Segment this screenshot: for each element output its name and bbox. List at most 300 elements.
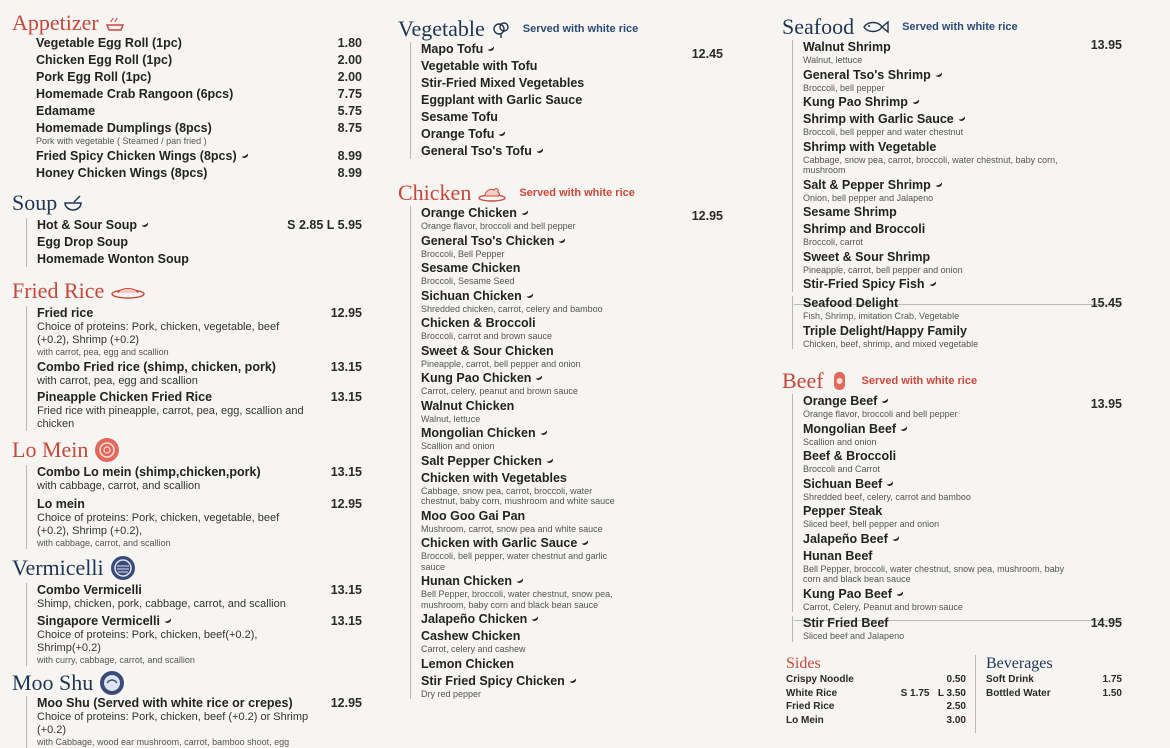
spicy-icon <box>934 68 943 77</box>
spicy-icon <box>163 615 172 624</box>
item-name-text: Sweet & Sour Chicken <box>421 343 554 358</box>
item-price: 15.45 <box>1090 296 1122 310</box>
item-description: Pineapple, carrot, bell pepper and onion <box>803 264 963 275</box>
item-name-text: Eggplant with Garlic Sauce <box>421 93 583 107</box>
menu-item <box>37 497 362 549</box>
item-description: Dry red pepper <box>421 688 482 699</box>
menu-item <box>421 536 673 572</box>
vegetable-price: 12.45 <box>691 47 723 61</box>
vermicelli-bowl-icon <box>110 555 136 581</box>
menu-item <box>421 674 673 700</box>
menu-item <box>421 371 673 397</box>
item-name-text: Pepper Steak <box>803 504 883 518</box>
item-name-text: Fried rice <box>37 306 94 320</box>
item-description: Onion, bell pepper and Jalapeno <box>803 192 934 203</box>
soup-section <box>12 190 362 269</box>
item-name <box>36 53 314 68</box>
item-name-text: Combo Lo mein (shimp,chicken,pork) <box>37 465 261 479</box>
item-name <box>803 549 1074 564</box>
menu-item <box>421 316 673 342</box>
item-name-text: Stir Fried Spicy Chicken <box>421 673 565 688</box>
beef-header <box>782 368 1122 394</box>
menu-item <box>37 465 362 493</box>
item-description: Carrot, celery and cashew <box>421 644 526 654</box>
item-description: Carrot, celery, peanut and brown sauce <box>421 386 578 396</box>
menu-item <box>37 218 362 233</box>
lo-mein-list <box>26 465 362 549</box>
menu-item <box>421 289 673 315</box>
menu-item <box>421 234 673 260</box>
item-name <box>421 629 625 644</box>
appetizer-header <box>12 10 362 36</box>
rice-plate-icon <box>110 281 146 301</box>
item-name <box>421 42 625 57</box>
item-name <box>803 68 1074 83</box>
fish-icon <box>860 17 890 37</box>
item-description: Broccoli and Carrot <box>803 464 881 474</box>
seafood-header <box>782 14 1122 40</box>
item-name <box>421 426 625 441</box>
menu-item <box>421 657 673 672</box>
menu-item <box>36 53 362 68</box>
item-name-text: Kung Pao Chicken <box>421 371 532 385</box>
item-description: Broccoli, bell pepper <box>803 82 885 93</box>
item-name <box>37 360 314 375</box>
item-name <box>803 250 1074 265</box>
item-name-text: Combo Fried rice (shimp, chicken, pork) <box>37 359 276 374</box>
menu-item <box>421 454 673 469</box>
item-price: 13.15 <box>330 614 362 628</box>
item-name <box>421 206 625 221</box>
item-name <box>421 234 625 249</box>
item-name-text: Lemon Chicken <box>421 656 515 671</box>
beef-special-list <box>792 616 1122 642</box>
item-name <box>803 324 1074 339</box>
menu-item <box>803 422 1122 448</box>
item-name <box>421 371 625 386</box>
seafood-special-list <box>792 296 1122 349</box>
beef-section <box>782 368 1122 644</box>
item-name-text: Kung Pao Beef <box>803 586 892 601</box>
spicy-icon <box>568 674 577 683</box>
item-description: Cabbage, snow pea, carrot, broccoli, water chestnut, baby corn, mushroom <box>803 154 1058 175</box>
item-name <box>803 477 1074 492</box>
menu-item <box>421 76 673 91</box>
item-name <box>37 497 314 512</box>
item-name-text: Salt Pepper Chicken <box>421 453 542 468</box>
item-name <box>803 296 1074 311</box>
item-name <box>421 76 625 91</box>
item-name-text: General Tso's Tofu <box>421 144 532 158</box>
item-price: 13.15 <box>330 465 362 479</box>
vegetable-header <box>398 16 733 42</box>
spicy-icon <box>880 395 889 404</box>
small-item-name: Soft Drink <box>986 674 1034 685</box>
appetizer-list <box>26 36 362 181</box>
item-name <box>803 616 1074 631</box>
item-name-text: Egg Drop Soup <box>37 235 128 249</box>
item-name <box>421 674 625 689</box>
item-description: Scallion and onion <box>421 441 495 451</box>
item-name-text: Jalapeño Chicken <box>421 612 528 626</box>
moo-shu-list <box>26 696 362 748</box>
spicy-icon <box>885 477 894 486</box>
item-name <box>421 110 625 125</box>
item-name <box>37 614 314 629</box>
menu-item <box>36 121 362 147</box>
vermicelli-title: Vermicelli <box>12 555 104 580</box>
spicy-icon <box>538 427 547 436</box>
appetizer-section <box>12 10 362 183</box>
item-price: 8.99 <box>337 165 362 180</box>
item-name-text: Combo Vermicelli <box>37 583 142 597</box>
seafood-list <box>792 40 1122 292</box>
menu-item <box>803 504 1122 530</box>
fried-rice-header <box>12 278 362 304</box>
item-name-text: Shrimp with Vegetable <box>803 139 937 154</box>
item-description: Pork with vegetable ( Steamed / pan fried ) <box>36 136 207 146</box>
vegetable-section <box>398 16 733 161</box>
item-name <box>421 316 625 331</box>
item-description: Walnut, lettuce <box>803 55 863 65</box>
item-name-text: Sichuan Beef <box>803 476 883 491</box>
item-name <box>36 166 314 181</box>
menu-item <box>421 93 673 108</box>
item-name <box>421 127 625 142</box>
item-description: Choice of proteins: Pork, chicken, beef (+0.2) or Shrimp (+0.2) <box>37 711 309 736</box>
item-price: 8.75 <box>337 121 362 135</box>
menu-item <box>421 127 673 142</box>
lo-mein-title: Lo Mein <box>12 437 89 462</box>
item-name <box>803 95 1074 110</box>
item-name-text: Pineapple Chicken Fried Rice <box>37 389 213 404</box>
small-item <box>986 687 1122 701</box>
item-description: Shimp, chicken, pork, cabbage, carrot, and scallion <box>37 598 286 610</box>
item-price: 7.75 <box>337 87 362 101</box>
item-name-text: Edamame <box>36 104 96 118</box>
item-name <box>421 144 625 159</box>
item-price: 12.95 <box>330 696 362 710</box>
menu-item <box>803 532 1122 547</box>
item-name <box>421 93 625 108</box>
item-name <box>36 87 314 102</box>
item-name-text: Singapore Vermicelli <box>37 614 160 628</box>
spicy-icon <box>140 219 149 228</box>
small-item-price: 1.50 <box>1102 687 1122 699</box>
item-name-text: Lo mein <box>37 497 85 511</box>
item-name <box>37 696 314 711</box>
item-description: with carrot, pea, egg and scallion <box>37 374 198 387</box>
menu-item <box>421 144 673 159</box>
lo-mein-section <box>12 437 362 553</box>
item-name-text: Kung Pao Shrimp <box>803 95 908 109</box>
menu-item <box>421 629 673 655</box>
item-description: Choice of proteins: Pork, chicken, vegetable, beef (+0.2), Shrimp (+0.2), <box>37 512 280 537</box>
item-name-text: Stir-Fried Mixed Vegetables <box>421 76 585 90</box>
spicy-icon <box>557 234 566 243</box>
item-name <box>421 289 625 304</box>
menu-item <box>803 587 1122 613</box>
menu-item <box>421 261 673 287</box>
item-price: 13.15 <box>330 359 362 374</box>
item-name-text: Chicken with Vegetables <box>421 470 567 485</box>
item-name <box>37 583 314 598</box>
item-name-text: Shrimp with Garlic Sauce <box>803 112 954 126</box>
item-name-text: Hunan Beef <box>803 548 873 563</box>
menu-item <box>421 471 673 507</box>
item-price: 2.00 <box>337 53 362 67</box>
item-name-text: Chicken & Broccoli <box>421 316 536 330</box>
item-name <box>803 587 1074 602</box>
vegetable-note: Served with white rice <box>522 23 639 35</box>
item-name-text: Salt & Pepper Shrimp <box>803 177 931 192</box>
item-name-text: Fried Spicy Chicken Wings (8pcs) <box>36 148 237 163</box>
small-item-name: Bottled Water <box>986 687 1051 699</box>
item-name <box>421 536 625 551</box>
item-name <box>421 612 625 627</box>
menu-column-1 <box>12 0 362 747</box>
item-name <box>421 574 625 589</box>
menu-item <box>421 574 673 610</box>
menu-item <box>37 360 362 388</box>
spicy-icon <box>957 113 966 122</box>
menu-item <box>421 59 673 74</box>
vermicelli-header <box>12 555 362 581</box>
chicken-title: Chicken <box>398 180 472 205</box>
beef-title: Beef <box>782 368 824 393</box>
item-name <box>36 104 314 119</box>
item-price: 12.95 <box>330 497 362 511</box>
item-name-text: Sesame Shrimp <box>803 205 897 219</box>
soup-list <box>26 218 362 267</box>
chicken-header <box>398 180 733 206</box>
item-name-text: Moo Goo Gai Pan <box>421 508 526 523</box>
beverages-list <box>986 673 1122 700</box>
item-name <box>37 218 314 233</box>
menu-item <box>421 42 673 57</box>
item-name-text: Homemade Crab Rangoon (6pcs) <box>36 87 234 101</box>
menu-item <box>37 583 362 611</box>
item-name <box>36 121 314 136</box>
item-description: Broccoli, bell pepper, water chestnut and garlic sauce <box>421 551 608 572</box>
item-name-text: Mongolian Chicken <box>421 426 536 440</box>
item-name-text: Beef & Broccoli <box>803 449 897 463</box>
item-description: Shredded beef, celery, carrot and bamboo <box>803 491 971 502</box>
item-price: 13.15 <box>330 389 362 404</box>
spicy-icon <box>545 454 554 463</box>
item-name <box>36 36 314 51</box>
item-name-text: Homemade Wonton Soup <box>37 252 189 266</box>
menu-item <box>36 166 362 181</box>
steamer-icon <box>105 13 125 33</box>
item-name <box>37 306 314 321</box>
item-name <box>421 344 625 359</box>
small-item-price: S 1.75 L 3.50 <box>900 687 966 699</box>
item-name <box>421 454 625 469</box>
spicy-icon <box>534 372 543 381</box>
menu-item <box>37 614 362 666</box>
menu-item <box>803 222 1122 248</box>
fried-rice-section <box>12 278 362 433</box>
item-name-text: Sweet & Sour Shrimp <box>803 249 931 264</box>
item-name-text: Mongolian Beef <box>803 421 897 436</box>
item-description: Orange flavor, broccoli and bell pepper <box>421 221 576 231</box>
menu-item <box>803 296 1122 322</box>
menu-item <box>803 324 1122 350</box>
vegetable-list <box>410 42 733 159</box>
menu-item <box>36 36 362 51</box>
spicy-icon <box>934 178 943 187</box>
beverages-block <box>986 655 1122 700</box>
item-name-text: General Tso's Chicken <box>421 233 555 248</box>
menu-column-2 <box>398 0 733 738</box>
spicy-icon <box>530 613 539 622</box>
item-description: Chicken, beef, shrimp, and mixed vegetable <box>803 338 979 349</box>
item-description: Pineapple, carrot, bell pepper and onion <box>421 358 581 369</box>
item-price: 2.00 <box>337 70 362 84</box>
item-name-text: Sichuan Chicken <box>421 288 522 303</box>
soup-title: Soup <box>12 190 58 215</box>
item-price: 14.95 <box>1090 616 1122 630</box>
chicken-note: Served with white rice <box>519 187 635 199</box>
item-name-text: Cashew Chicken <box>421 629 521 643</box>
item-description: Sliced beef and Jalapeno <box>803 631 905 641</box>
item-name-text: Homemade Dumplings (8pcs) <box>36 121 212 135</box>
menu-item <box>421 344 673 370</box>
item-description: Cabbage, snow pea, carrot, broccoli, water chestnut, baby corn, mushroom and white sauce <box>421 485 615 506</box>
small-item-name: Fried Rice <box>786 701 835 712</box>
item-name-text: Stir-Fried Spicy Fish <box>803 277 925 291</box>
sides-title: Sides <box>786 655 821 672</box>
item-name-text: Orange Beef <box>803 394 878 408</box>
chicken-section <box>398 180 733 701</box>
small-item-price: 2.50 <box>946 701 966 712</box>
item-name-text: Orange Chicken <box>421 206 517 220</box>
small-item-price: 0.50 <box>946 674 966 685</box>
menu-item <box>803 95 1122 110</box>
item-name <box>421 471 625 486</box>
menu-item <box>36 149 362 164</box>
small-item <box>786 714 966 728</box>
beef-price: 13.95 <box>1090 397 1122 411</box>
moo-shu-header <box>12 670 362 696</box>
item-name-text: Orange Tofu <box>421 127 495 141</box>
item-name-text: Stir Fried Beef <box>803 616 889 630</box>
item-name <box>37 235 314 250</box>
item-description: Bell Pepper, broccoli, water chestnut, snow pea, mushroom, baby corn and black bean sauce <box>803 563 1065 584</box>
spicy-icon <box>891 532 900 541</box>
item-name <box>803 112 1074 127</box>
item-name <box>421 399 625 414</box>
item-description-extra: with carrot, pea, egg and scallion <box>37 347 169 357</box>
item-name <box>421 657 625 672</box>
menu-item <box>37 390 362 431</box>
spicy-icon <box>535 145 544 154</box>
moo-shu-plate-icon <box>99 670 125 696</box>
item-name <box>36 70 314 85</box>
item-name-text: Seafood Delight <box>803 296 899 310</box>
item-name-text: Sesame Tofu <box>421 110 498 124</box>
spicy-icon <box>525 289 534 298</box>
menu-item <box>803 178 1122 204</box>
menu-item <box>803 616 1122 642</box>
beef-cut-icon <box>830 371 850 391</box>
item-name <box>803 222 1074 237</box>
item-description: Broccoli, carrot and brown sauce <box>421 331 553 341</box>
item-description: Broccoli, bell pepper and water chestnut <box>803 127 964 137</box>
spicy-icon <box>497 128 506 137</box>
item-price: 13.15 <box>330 583 362 597</box>
menu-item <box>803 277 1122 292</box>
menu-item <box>421 206 673 232</box>
spicy-icon <box>515 575 524 584</box>
item-description: Walnut, lettuce <box>421 413 481 424</box>
lo-mein-header <box>12 437 362 463</box>
item-description: Mushroom, carrot, snow pea and white sauce <box>421 523 603 534</box>
item-name <box>37 465 314 480</box>
vegetable-icon <box>491 19 511 39</box>
noodle-bowl-icon <box>94 437 120 463</box>
item-name <box>803 140 1074 155</box>
item-name <box>803 504 1074 519</box>
item-name <box>37 390 314 405</box>
item-name-text: Walnut Chicken <box>421 398 515 413</box>
item-name-text: Hunan Chicken <box>421 574 512 588</box>
chicken-list <box>410 206 733 699</box>
item-description: Fried rice with pineapple, carrot, pea, egg, scallion and chicken <box>37 404 304 430</box>
fried-rice-title: Fried Rice <box>12 278 105 303</box>
menu-item <box>803 549 1122 585</box>
sides-divider <box>975 655 976 733</box>
small-item-name: Crispy Noodle <box>786 674 854 685</box>
item-name <box>803 449 1074 464</box>
item-name-text: Sesame Chicken <box>421 261 521 275</box>
vermicelli-section <box>12 555 362 669</box>
sides-list <box>786 673 966 727</box>
item-price: 12.95 <box>330 306 362 320</box>
sides-beverages-section <box>782 655 1122 735</box>
item-name <box>803 532 1074 547</box>
item-name <box>36 149 314 164</box>
menu-item <box>803 68 1122 94</box>
item-name-text: Triple Delight/Happy Family <box>803 323 967 338</box>
vermicelli-list <box>26 583 362 666</box>
item-price: 8.99 <box>337 148 362 163</box>
item-description: Broccoli, Sesame Seed <box>421 276 515 286</box>
item-name-text: Shrimp and Broccoli <box>803 222 926 236</box>
menu-item <box>803 205 1122 220</box>
item-description: Orange flavor, broccoli and bell pepper <box>803 409 958 419</box>
item-name <box>803 394 1074 409</box>
item-description: Carrot, Celery, Peanut and brown sauce <box>803 601 963 612</box>
spicy-icon <box>486 43 495 52</box>
menu-item <box>803 449 1122 475</box>
item-description: Choice of proteins: Pork, chicken, vegetable, beef (+0.2), Shrimp (+0.2) <box>37 321 280 346</box>
item-name-text: Walnut Shrimp <box>803 40 891 54</box>
seafood-section <box>782 14 1122 351</box>
item-description-extra: with cabbage, carrot, and scallion <box>37 538 171 548</box>
menu-item <box>37 235 362 250</box>
small-item-price: 1.75 <box>1102 674 1122 685</box>
menu-item <box>803 250 1122 276</box>
moo-shu-title: Moo Shu <box>12 670 94 695</box>
item-description: Choice of proteins: Pork, chicken, beef(+0.2), Shrimp(+0.2) <box>37 629 258 654</box>
item-description-extra: with Cabbage, wood ear mushroom, carrot, bamboo shoot, egg <box>37 737 290 747</box>
item-name <box>803 422 1074 437</box>
chicken-dish-icon <box>477 183 507 203</box>
soup-header <box>12 190 362 216</box>
item-price: 1.80 <box>337 36 362 50</box>
